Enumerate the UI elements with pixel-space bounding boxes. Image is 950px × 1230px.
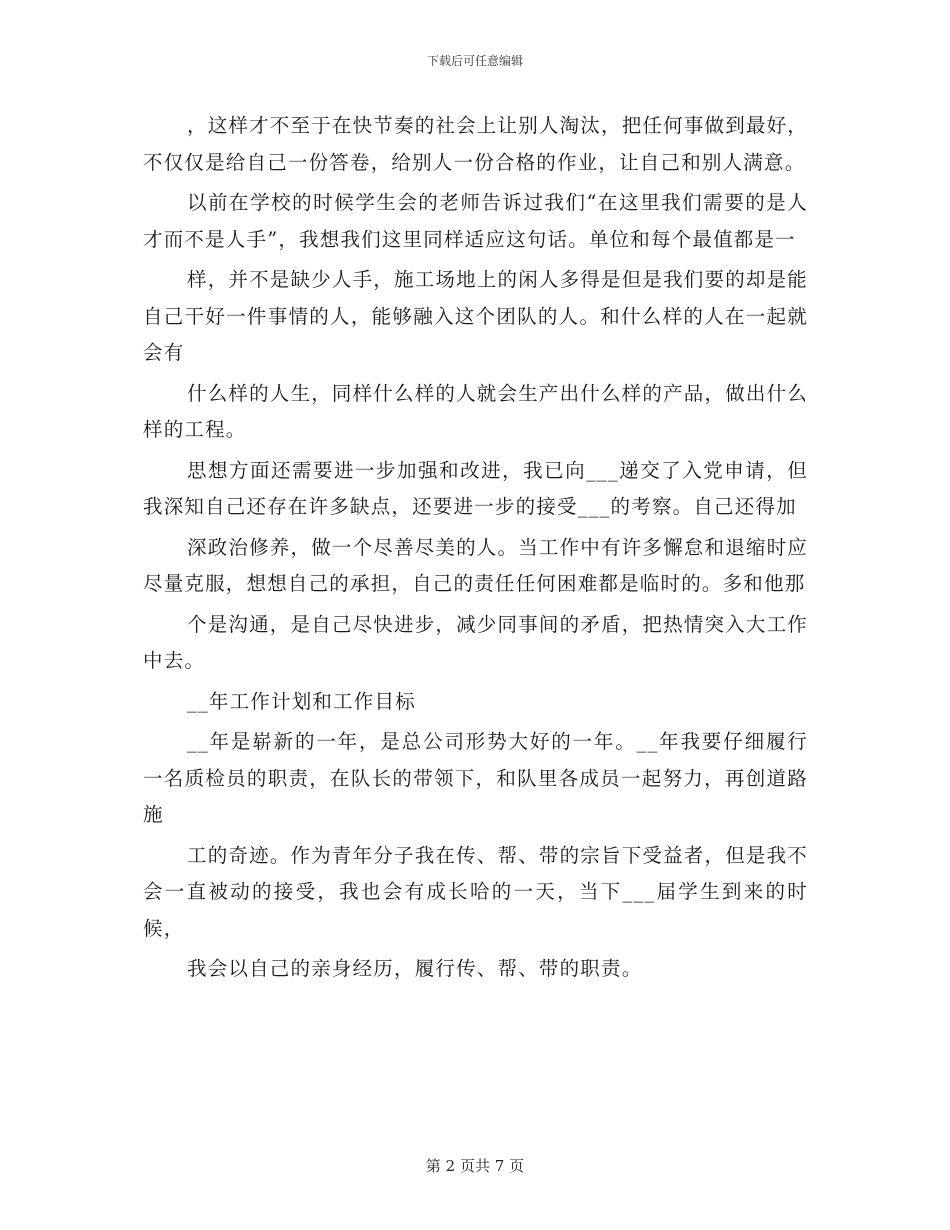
paragraph: 样，并不是缺少人手，施工场地上的闲人多得是但是我们要的却是能自己干好一件事情的人，能够融入这个团队的人。和什么样的人在一起就会有: [143, 268, 809, 364]
paragraph: 我会以自己的亲身经历，履行传、帮、带的职责。: [187, 957, 643, 980]
page-footer: 第 2 页共 7 页: [425, 1157, 525, 1175]
paragraph: ，这样才不至于在快节奏的社会上让别人淘汰，把任何事做到最好，不仅仅是给自己一份答卷，给别人一份合格的作业，让自己和别人满意。: [143, 114, 809, 174]
paragraph: 深政治修养，做一个尽善尽美的人。当工作中有许多懈怠和退缩时应尽量克服，想想自己的承担，自己的责任任何困难都是临时的。多和他那: [143, 535, 809, 595]
document-body: [143, 108, 808, 992]
paragraph: __年是崭新的一年，是总公司形势大好的一年。__年我要仔细履行一名质检员的职责，在队长的带领下，和队里各成员一起努力，再创道路施: [143, 730, 808, 826]
paragraph: 工的奇迹。作为青年分子我在传、帮、带的宗旨下受益者，但是我不会一直被动的接受，我也会有成长哈的一天，当下___届学生到来的时候，: [143, 843, 809, 940]
section-heading: __年工作计划和工作目标: [187, 689, 416, 713]
paragraph: 以前在学校的时候学生会的老师告诉过我们“在这里我们需要的是人才而不是人手”，我想我们这里同样适应这句话。单位和每个最值都是一: [143, 191, 808, 251]
paragraph: 什么样的人生，同样什么样的人就会生产出什么样的产品，做出什么样的工程。: [143, 381, 809, 441]
page-header: 下载后可任意编辑: [426, 54, 523, 68]
paragraph: 思想方面还需要进一步加强和改进，我已向___递交了入党申请，但我深知自己还存在许多缺点，还要进一步的接受___的考察。自己还得加: [143, 458, 808, 518]
paragraph: 个是沟通，是自己尽快进步，减少同事间的矛盾，把热情突入大工作中去。: [143, 612, 809, 672]
